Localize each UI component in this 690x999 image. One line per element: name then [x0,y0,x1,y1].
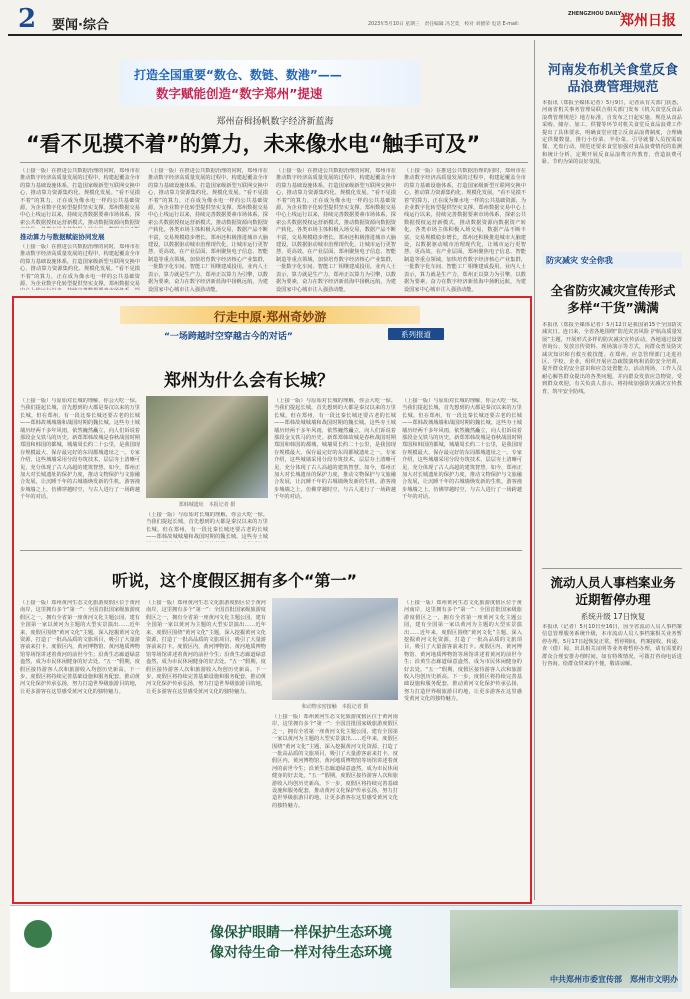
lead-body-col-1: （上接一版）在推进公共数据治理的同时，郑州市在推动数字经济高质量发展的过程中，构建起覆盖全市的算力基础设施体系，打造国家级新型互联网交换中心，推动算力资源集约化、规模化发展。“看不见摸不着”的算力，正在成为像水电一样的公共基础资源，为企业数字化转型提供坚实支撑。郑州数据交易中心上线运行以来，持续完善数据要素市场体系，探索公共数据授权运营新模式，推动数据资源向数据资 [20,168,140,226]
feature-ribbon-label: 行走中原·郑州奇妙游 [213,310,327,324]
sidebar-divider [534,40,535,900]
header-rule [8,34,682,36]
article-1-col-1: （上接一版）与原始对长城的理解，你会大吃一惊。当我们提起长城，首先想到的大都是秦汉以来的万里长城。但在郑州，有一段比秦长城还要古老的长城——郑韩故城城墙和战国时期的魏长城。这些夯土城墙历经两千多年风雨，依然巍然矗立，向人们诉说着那段金戈铁马的历史。新郑郑韩故城是春秋战国时期郑国和韩国的都城，城墙周长约二十公里，是我国现存规模最大、保存最完好的东周都城遗址之一。专家介绍，这些城墙采用分段夯筑技术，层层夯土清晰可见，充分体现了古人高超的建筑智慧。如今，郑州正加大对长城遗址的保护力度，推动文物保护与文旅融合发展，让沉睡千年的古城墙焕发新的生机。游客漫步城墙之上，仿佛穿越时空，与古人进行了一场跨越千年的对话。 [20,398,140,501]
feature-subtitle: “一场跨越时空穿越古今的对话” [164,332,293,342]
sidebar-story-3-divider [542,568,682,569]
article-1-col-4: （上接一版）与原始对长城的理解，你会大吃一惊。当我们提起长城，首先想到的大都是秦汉以来的万里长城。但在郑州，有一段比秦长城还要古老的长城——郑韩故城城墙和战国时期的魏长城。这些夯土城墙历经两千多年风雨，依然巍然矗立，向人们诉说着那段金戈铁马的历史。新郑郑韩故城是春秋战国时期郑国和韩国的都城，城墙周长约二十公里，是我国现存规模最大、保存最完好的东周都城遗址之一。专家介绍，这些城墙采用分段夯筑技术，层层夯土清晰可见，充分体现了古人高超的建筑智慧。如今，郑州正加大对长城遗址的保护力度，推动文物保护与文旅融合发展，让沉睡千年的古城墙焕发新的生机。游客漫步城墙之上，仿佛穿越时空，与古人进行了一场跨越千年的对话。 [402,398,522,501]
top-banner [120,60,420,106]
article-1-title: 郑州为什么会有长城？ [164,371,334,391]
masthead: 郑州日报 [620,13,676,29]
feature-series-label: 系列报道 [401,330,431,339]
lead-divider [20,162,528,163]
article-2-title: 听说，这个度假区拥有多个“第一” [112,571,358,590]
lead-kicker: 郑州奋楫扬帆数字经济新蓝海 [216,117,334,127]
banner-line-1: 打造全国重要“数仓、数链、数港”—— [134,68,342,82]
sidebar-story-3-title: 流动人员人事档案业务近期暂停办理 [550,575,676,607]
sidebar-tag-label: 防灾减灾 安全你我 [546,256,613,265]
ad-footer: 中共郑州市委宣传部 郑州市文明办 [550,975,678,984]
article-1-caption: 郑韩城遗址 本报记者 摄 [178,502,236,508]
article-2-col-1: （上接一版）郑州黄河生态文化旅游度假区位于黄河南岸，这里拥有多个“第一”：全国首批国家级旅游度假区之一，拥有全省第一座黄河文化主题公园，建有全国第一家以黄河为主题的大型实景演出……近年来，度假区围绕“黄河文化”主题，深入挖掘黄河文化资源，打造了一批高品质的文旅项目，吸引了大量游客前来打卡。度假区内，黄河博物馆、黄河地质博物馆等场馆讲述着黄河的前世今生；沿黄生态廊道绿意盎然，成为市民休闲健身的好去处。“五一”假期，度假区接待游客人次和旅游收入均创历史新高。下一步，度假区将持续完善基础设施和服务配套，推动黄河文化保护传承弘扬，努力打造世界级旅游目的地，让更多游客在这里感受黄河文化的独特魅力。 [20,600,140,695]
article-2-caption: 和动物亲密接触 本报记者 摄 [301,704,369,710]
sidebar-story-1-body: 本报讯（郑报全媒体记者）5月9日，记者从有关部门获悉，河南省机关事务管理局联合相关部门发布《机关食堂反食品浪费管理规范》地方标准，自发布之日起实施。规范从食品采购、储存、加工、供餐等环节对机关食堂反食品浪费工作提出了具体要求，明确食堂应建立反食品浪费制度，合理确定供餐数量，推行小份菜、半份菜，引导就餐人员按需取餐、光盘行动。规范还要求食堂加强对食品浪费情况的监测和统计分析，定期开展反食品浪费宣传教育，营造浪费可耻、节约为荣的良好氛围。 [542,100,682,166]
article-2-col-2: （上接一版）郑州黄河生态文化旅游度假区位于黄河南岸，这里拥有多个“第一”：全国首批国家级旅游度假区之一，拥有全省第一座黄河文化主题公园，建有全国第一家以黄河为主题的大型实景演出……近年来，度假区围绕“黄河文化”主题，深入挖掘黄河文化资源，打造了一批高品质的文旅项目，吸引了大量游客前来打卡。度假区内，黄河博物馆、黄河地质博物馆等场馆讲述着黄河的前世今生；沿黄生态廊道绿意盎然，成为市民休闲健身的好去处。“五一”假期，度假区接待游客人次和旅游收入均创历史新高。下一步，度假区将持续完善基础设施和服务配套，推动黄河文化保护传承弘扬，努力打造世界级旅游目的地，让更多游客在这里感受黄河文化的独特魅力。 [146,600,266,695]
sidebar-story-1-title: 河南发布机关食堂反食品浪费管理规范 [547,63,678,95]
article-2-divider [20,550,522,551]
sidebar-story-2-body: 本报讯（郑报全媒体记者）5月12日是我国第15个全国防灾减灾日。连日来，全省各地围绕“防范灾害风险 护航高质量发展”主题，开展形式多样的防灾减灾宣传活动。各地通过设置咨询台、发放宣传资料、现场演示等方式，向群众普及防灾减灾知识和自救互救技能。在郑州，应急管理部门走进社区、学校、企业，组织开展应急疏散演练和消防安全培训，提升群众的安全意识和应急处置能力。活动现场，工作人员耐心解答群众提出的各类问题，并向群众发放应急物资，受到群众欢迎。有关负责人表示，将持续加强防灾减灾宣传教育，筑牢安全防线。 [542,322,682,395]
sidebar-story-3-kicker: 系统升级 17日恢复 [580,612,646,621]
lead-body-col-3: （上接一版）在推进公共数据治理的同时，郑州市在推动数字经济高质量发展的过程中，构建起覆盖全市的算力基础设施体系，打造国家级新型互联网交换中心，推动算力资源集约化、规模化发展。“看不见摸不着”的算力，正在成为像水电一样的公共基础资源，为企业数字化转型提供坚实支撑。郑州数据交易中心上线运行以来，持续完善数据要素市场体系，探索公共数据授权运营新模式，推动数据资源向数据资产转化。各类市场主体积极入场交易，数据产品不断丰富，交易规模稳步增长。郑州还积极推进城市大脑建设，以数据驱动城市治理现代化，让城市运行更智慧、更高效。在产业层面，郑州聚焦电子信息、智能制造等重点领域，加快培育数字经济核心产业集群，一批数字化车间、智能工厂相继建成投用。业内人士表示，算力就是生产力，郑州正以算力为引擎，以数据为要素，奋力在数字经济新蓝海中扬帆远航，为建设国家中心城市注入强劲动能。 [276,168,396,292]
article-2-col-3: （上接一版）郑州黄河生态文化旅游度假区位于黄河南岸，这里拥有多个“第一”：全国首批国家级旅游度假区之一，拥有全省第一座黄河文化主题公园，建有全国第一家以黄河为主题的大型实景演出……近年来，度假区围绕“黄河文化”主题，深入挖掘黄河文化资源，打造了一批高品质的文旅项目，吸引了大量游客前来打卡。度假区内，黄河博物馆、黄河地质博物馆等场馆讲述着黄河的前世今生；沿黄生态廊道绿意盎然，成为市民休闲健身的好去处。“五一”假期，度假区接待游客人次和旅游收入均创历史新高。下一步，度假区将持续完善基础设施和服务配套，推动黄河文化保护传承弘扬，努力打造世界级旅游目的地，让更多游客在这里感受黄河文化的独特魅力。 [272,714,398,809]
feature-box [12,296,532,904]
sidebar-tag [542,252,682,268]
section-title: 要闻·综合 [52,18,109,33]
banner-line-2: 数字赋能创造“数字郑州”提速 [156,86,323,101]
article-2-photo [272,598,398,700]
lead-body-col-1b: （上接一版）在推进公共数据治理的同时，郑州市在推动数字经济高质量发展的过程中，构建起覆盖全市的算力基础设施体系，打造国家级新型互联网交换中心，推动算力资源集约化、规模化发展。“看不见摸不着”的算力，正在成为像水电一样的公共基础资源，为企业数字化转型提供坚实支撑。郑州数据交易 [20,244,140,288]
feature-series-badge [388,328,444,340]
article-1-photo [146,396,268,498]
page-header [8,6,682,36]
article-1-col-3: （上接一版）与原始对长城的理解，你会大吃一惊。当我们提起长城，首先想到的大都是秦汉以来的万里长城。但在郑州，有一段比秦长城还要古老的长城——郑韩故城城墙和战国时期的魏长城。这些夯土城墙历经两千多年风雨，依然巍然矗立，向人们诉说着那段金戈铁马的历史。新郑郑韩故城是春秋战国时期郑国和韩国的都城，城墙周长约二十公里，是我国现存规模最大、保存最完好的东周都城遗址之一。专家介绍，这些城墙采用分段夯筑技术，层层夯土清晰可见，充分体现了古人高超的建筑智慧。如今，郑州正加大对长城遗址的保护力度，推动文物保护与文旅融合发展，让沉睡千年的古城墙焕发新的生机。游客漫步城墙之上，仿佛穿越时空，与古人进行了一场跨越千年的对话。 [274,398,396,501]
header-meta: 2023年5月10日 星期三 责任编辑 冯艺奕 校对 刘德荣 电话 E-mail: [368,22,520,27]
article-2-col-4: （上接一版）郑州黄河生态文化旅游度假区位于黄河南岸，这里拥有多个“第一”：全国首批国家级旅游度假区之一，拥有全省第一座黄河文化主题公园，建有全国第一家以黄河为主题的大型实景演出……近年来，度假区围绕“黄河文化”主题，深入挖掘黄河文化资源，打造了一批高品质的文旅项目，吸引了大量游客前来打卡。度假区内，黄河博物馆、黄河地质博物馆等场馆讲述着黄河的前世今生；沿黄生态廊道绿意盎然，成为市民休闲健身的好去处。“五一”假期，度假区接待游客人次和旅游收入均创历史新高。下一步，度假区将持续完善基础设施和服务配套，推动黄河文化保护传承弘扬，努力打造世界级旅游目的地，让更多游客在这里感受黄河文化的独特魅力。 [404,600,522,703]
article-1-col-2: （上接一版）与原始对长城的理解，你会大吃一惊。当我们提起长城，首先想到的大都是秦汉以来的万里长城。但在郑州，有一段比秦长城还要古老的长城——郑韩故城城墙和战国时期的魏长城。这些夯土城 [146,512,268,541]
lead-subhead: 推动算力与数据赋能协同发展 [20,233,105,241]
sidebar-story-2-title: 全省防灾减灾宣传形式多样“干货”满满 [550,283,676,315]
ad-line-2: 像对待生命一样对待生态环境 [210,945,392,961]
ad-line-1: 像保护眼睛一样保护生态环境 [210,925,392,941]
sidebar-story-3-body: 本报讯（记者）5月10日至16日，因全省流动人员人事档案信息管理服务系统升级，本市流动人员人事档案相关业务暂停办理，5月17日起恢复正常。暂停期间，档案接收、转递、查（借）阅、出具相关证明等业务将暂停办理，请有需要的群众合理安排办理时间。如有特殊情况，可拨打咨询电话进行咨询。给群众带来的不便，敬请谅解。 [542,624,682,668]
lead-body-col-2: （上接一版）在推进公共数据治理的同时，郑州市在推动数字经济高质量发展的过程中，构建起覆盖全市的算力基础设施体系，打造国家级新型互联网交换中心，推动算力资源集约化、规模化发展。“看不见摸不着”的算力，正在成为像水电一样的公共基础资源，为企业数字化转型提供坚实支撑。郑州数据交易中心上线运行以来，持续完善数据要素市场体系，探索公共数据授权运营新模式，推动数据资源向数据资产转化。各类市场主体积极入场交易，数据产品不断丰富，交易规模稳步增长。郑州还积极推进城市大脑建设，以数据驱动城市治理现代化，让城市运行更智慧、更高效。在产业层面，郑州聚焦电子信息、智能制造等重点领域，加快培育数字经济核心产业集群，一批数字化车间、智能工厂相继建成投用。业内人士表示，算力就是生产力，郑州正以算力为引擎，以数据为要素，奋力在数字经济新蓝海中扬帆远航，为建设国家中心城市注入强劲动能。 [148,168,268,292]
ad-emblem-icon [24,920,52,948]
masthead-en: ZHENGZHOU DAILY [568,11,622,17]
bottom-ad [10,905,682,992]
lead-title: “看不见摸不着”的算力，未来像水电“触手可及” [26,132,481,156]
feature-ribbon [120,306,420,324]
lead-body-col-4: （上接一版）在推进公共数据治理的同时，郑州市在推动数字经济高质量发展的过程中，构建起覆盖全市的算力基础设施体系，打造国家级新型互联网交换中心，推动算力资源集约化、规模化发展。“看不见摸不着”的算力，正在成为像水电一样的公共基础资源，为企业数字化转型提供坚实支撑。郑州数据交易中心上线运行以来，持续完善数据要素市场体系，探索公共数据授权运营新模式，推动数据资源向数据资产转化。各类市场主体积极入场交易，数据产品不断丰富，交易规模稳步增长。郑州还积极推进城市大脑建设，以数据驱动城市治理现代化，让城市运行更智慧、更高效。在产业层面，郑州聚焦电子信息、智能制造等重点领域，加快培育数字经济核心产业集群，一批数字化车间、智能工厂相继建成投用。业内人士表示，算力就是生产力，郑州正以算力为引擎，以数据为要素，奋力在数字经济新蓝海中扬帆远航，为建设国家中心城市注入强劲动能。 [404,168,526,292]
page-number: 2 [18,4,37,34]
